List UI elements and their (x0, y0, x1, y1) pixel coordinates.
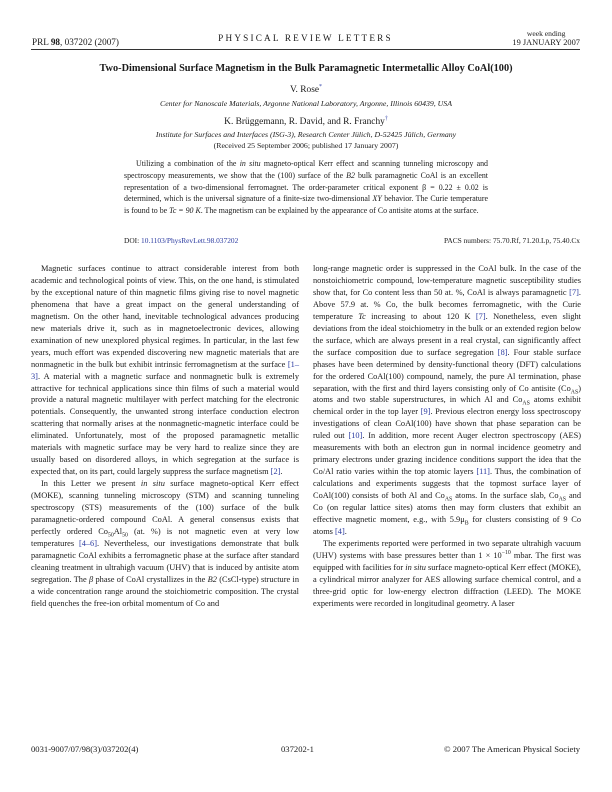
author-line-1 (0, 84, 612, 95)
paragraph (31, 478, 299, 609)
paragraph (31, 263, 299, 478)
citation-link[interactable]: [4] (335, 526, 345, 536)
citation-link[interactable]: [4–6] (78, 538, 98, 548)
text: . In addition, more recent Auger electron spectroscopy (AES) measurements with both an electron gun in normal incidence geometry and primary electrons under grazing incidence conditions support the idea that the Co/Al ratio varies within the top atomic layers (313, 431, 581, 477)
text: and Co (on regular lattice sites) atoms then may form clusters that exhibit an effective magnetic moment, e.g., with 5.9μ (313, 491, 581, 525)
journal-name: PHYSICAL REVIEW LETTERS (218, 33, 393, 43)
text: for clusters consisting of 9 Co atoms (313, 515, 581, 536)
right-column (313, 263, 581, 610)
text: . Thus, the combination of calculations and experiments suggests that the topmost surface layer of CoAl(100) consists of both Al and Co (313, 467, 581, 501)
text: . Above 57.9 at. % Co, the bulk becomes ferromagnetic, with the Curie temperature (313, 287, 581, 321)
affiliation-2: Institute for Surfaces and Interfaces (ISG-3), Research Center Jülich, D-52425 Jülich, Germany (155, 130, 457, 139)
text: . (344, 526, 347, 536)
text: (CsCl-type) structure in a wide concentration range around the stoichiometric composition. The crystal field quenches the free-ion orbital momentum of Co and (31, 574, 299, 608)
text: long-range magnetic order is suppressed in the CoAl bulk. In the case of the nonstoichiometric compound, low-temperature magnetic susceptibility studies show that, for Co content less than 50 at. %, CoAl is always paramagnetic (313, 264, 581, 297)
left-column (31, 263, 299, 610)
abstract-text: magneto-optical Kerr effect and scanning tunneling microscopy and spectroscopy measurements, we show that the (100) surface of the (124, 159, 488, 180)
text: surface magneto-optical Kerr effect (MOKE), scanning tunneling microscopy (STM) and scanning tunneling spectroscopy (STS) measurements of the (100) surface of the bulk paramagnetic-ordered compound CoAl. A general consensus exists that perfectly ordered Co (31, 479, 300, 536)
subscript: AS (522, 401, 530, 408)
abstract-text: B2 (346, 170, 355, 180)
paragraph (313, 263, 581, 538)
subscript: AS (558, 496, 566, 503)
subscript: 50 (122, 532, 128, 539)
footnote-link[interactable]: † (384, 116, 388, 122)
text: Magnetic surfaces continue to attract considerable interest from both academic and technological points of view. This, on the one hand, is stimulated by the exceptional nature of thin magnetic films giving rise to novel magnetic phenomena that have a great impact on the general understanding of magnetism. On the other hand, inevitable technological advances producing new materials drive it, such as in magnetoelectronic devices, allowing examination of new unexplored physical regimes. In particular, in the last few years, much effort was expended discovering new magnetic materials that are nonmagnetic in the bulk but exhibit intrinsic ferromagnetism at the surface (31, 264, 299, 369)
text: mbar. The first was equipped with facilities for (313, 550, 581, 572)
text: . Four stable surface phases have been determined by density-functional theory (DFT) calculations for the ordered CoAl(100) compound, namely, the pure Al termination, phase separation, with the first and third layers consisting only of Co antisite (Co (313, 347, 582, 393)
page-number: 037202-1 (281, 744, 314, 754)
text: β (89, 574, 94, 584)
text: B2 (207, 574, 217, 584)
abstract-text: . The magnetism can be explained by the appearance of Co antisite atoms at the surface. (200, 206, 479, 216)
doi-label: DOI: (124, 236, 142, 245)
text: in situ (405, 562, 426, 572)
author-line-2 (0, 116, 612, 127)
citation-link[interactable]: [11] (476, 467, 490, 477)
text: Tc (358, 311, 366, 321)
text: atoms. In the surface slab, Co (452, 491, 559, 501)
week-label: week ending (526, 29, 566, 39)
text: . (280, 467, 283, 477)
subscript: 50 (107, 532, 114, 539)
citation-link[interactable]: [1–3] (31, 359, 299, 381)
abstract-text: in situ (239, 159, 261, 168)
text: in situ (140, 479, 165, 489)
abstract-text: XY (372, 194, 382, 204)
date: 19 JANUARY 2007 (512, 37, 580, 47)
text: Al (113, 526, 123, 536)
text: (at. %) is not magnetic even at very low temperatures (31, 526, 299, 548)
volume: 98 (50, 37, 60, 47)
pacs-numbers: PACS numbers: 75.70.Rf, 71.20.Lp, 75.40.Cx (443, 236, 580, 245)
text: The experiments reported were performed in two separate ultrahigh vacuum (UHV) systems with base pressures better than 1 × 10 (313, 538, 581, 560)
text: ) atoms and two stable superstructures, in which Al and Co (313, 383, 581, 405)
text: . Nevertheless, our investigations demonstrate that bulk paramagnetic CoAl exhibits a ferromagnetic phase at the surface after standard cleaning treatment in ultrahigh vacuum (UHV) that is induced by antisite atom segregation. The (31, 538, 299, 584)
citation-link[interactable]: [7] (569, 287, 579, 297)
copyright: © 2007 The American Physical Society (444, 744, 580, 754)
citation-link[interactable]: [8] (497, 347, 508, 357)
text: In this Letter we present (41, 479, 141, 489)
article-number: , 037202 (2007) (60, 37, 119, 47)
footnote-link[interactable]: * (319, 84, 322, 90)
abstract-text: Tc = 90 K (169, 206, 201, 216)
superscript: −10 (501, 550, 511, 557)
text: increasing to about 120 K (365, 311, 476, 321)
abstract-text: Utilizing a combination of the (136, 159, 240, 168)
received-dates: (Received 25 September 2006; published 17 January 2007) (213, 141, 399, 150)
doi (124, 236, 238, 245)
text: . A material with a magnetic surface and nonmagnetic bulk is extremely attractive for technical applications since thin films of such a material would provide a natural magnetic multilayer with perfect matching for the electronic potentials. Consequently, the unwanted strong interface conduction electron scattering that normally arises at the nonmagnetic-magnetic interface could be eliminated. Unfortunately, most of the proposed paramagnetic metallic materials with magnetic surface may be very hard to realize since they are usually based on disordered alloys, in which segregation at the surface is expected that, on its part, could largely suppress the surface magnetism (31, 371, 299, 477)
paper-title: Two-Dimensional Surface Magnetism in the Bulk Paramagnetic Intermetallic Alloy CoAl(100) (99, 63, 513, 74)
journal-abbrev: PRL (32, 37, 49, 47)
text: atoms exhibit chemical order in the top layer (313, 395, 581, 417)
citation-link[interactable]: [9] (420, 407, 431, 417)
text: . Previous electron energy loss spectroscopy investigations of clean CoAl(100) have shown that phase separation can be ruled out (313, 407, 581, 441)
text: phase of CoAl crystallizes in the (93, 574, 208, 584)
text: . Nonetheless, even slight deviations from the ideal stoichiometry in the bulk or an extended region below the surface, which are always present in a real crystal, can significantly affect the surface composition due to surface segregation (313, 311, 581, 357)
abstract (124, 158, 488, 217)
subscript: AS (570, 389, 579, 396)
author-names: V. Rose (290, 85, 319, 96)
citation-link[interactable]: [10] (348, 431, 363, 441)
running-header (31, 24, 580, 50)
subscript: AS (444, 496, 453, 503)
paragraph (313, 538, 581, 610)
subscript: B (464, 520, 469, 527)
text: surface magneto-optical Kerr effect (MOKE), a cylindrical mirror analyzer for AES allowing surface chemical control, and a three-grid optic for low-energy electron diffraction (LEED). The MOKE experiments were recorded in longitudinal geometry. A laser (313, 562, 581, 608)
affiliation-1: Center for Nanoscale Materials, Argonne National Laboratory, Argonne, Illinois 60439, USA (160, 99, 452, 108)
abstract-text: behavior. The Curie temperature is found to be (124, 194, 488, 216)
abstract-text: bulk paramagnetic CoAl is an excellent representation of a two-dimensional ferromagnet. The order-parameter critical exponent β = 0.22 ± 0.02 is determined, which is the universal signature of a finite-size two-dimensional (124, 170, 488, 204)
doi-link[interactable]: 10.1103/PhysRevLett.98.037202 (141, 236, 239, 245)
issue-date (512, 30, 580, 47)
citation-link[interactable]: [7] (475, 311, 486, 321)
citation-link[interactable]: [2] (270, 467, 281, 477)
author-names: K. Brüggemann, R. David, and R. Franchy (224, 117, 385, 128)
issn-code: 0031-9007/07/98(3)/037202(4) (31, 744, 139, 754)
